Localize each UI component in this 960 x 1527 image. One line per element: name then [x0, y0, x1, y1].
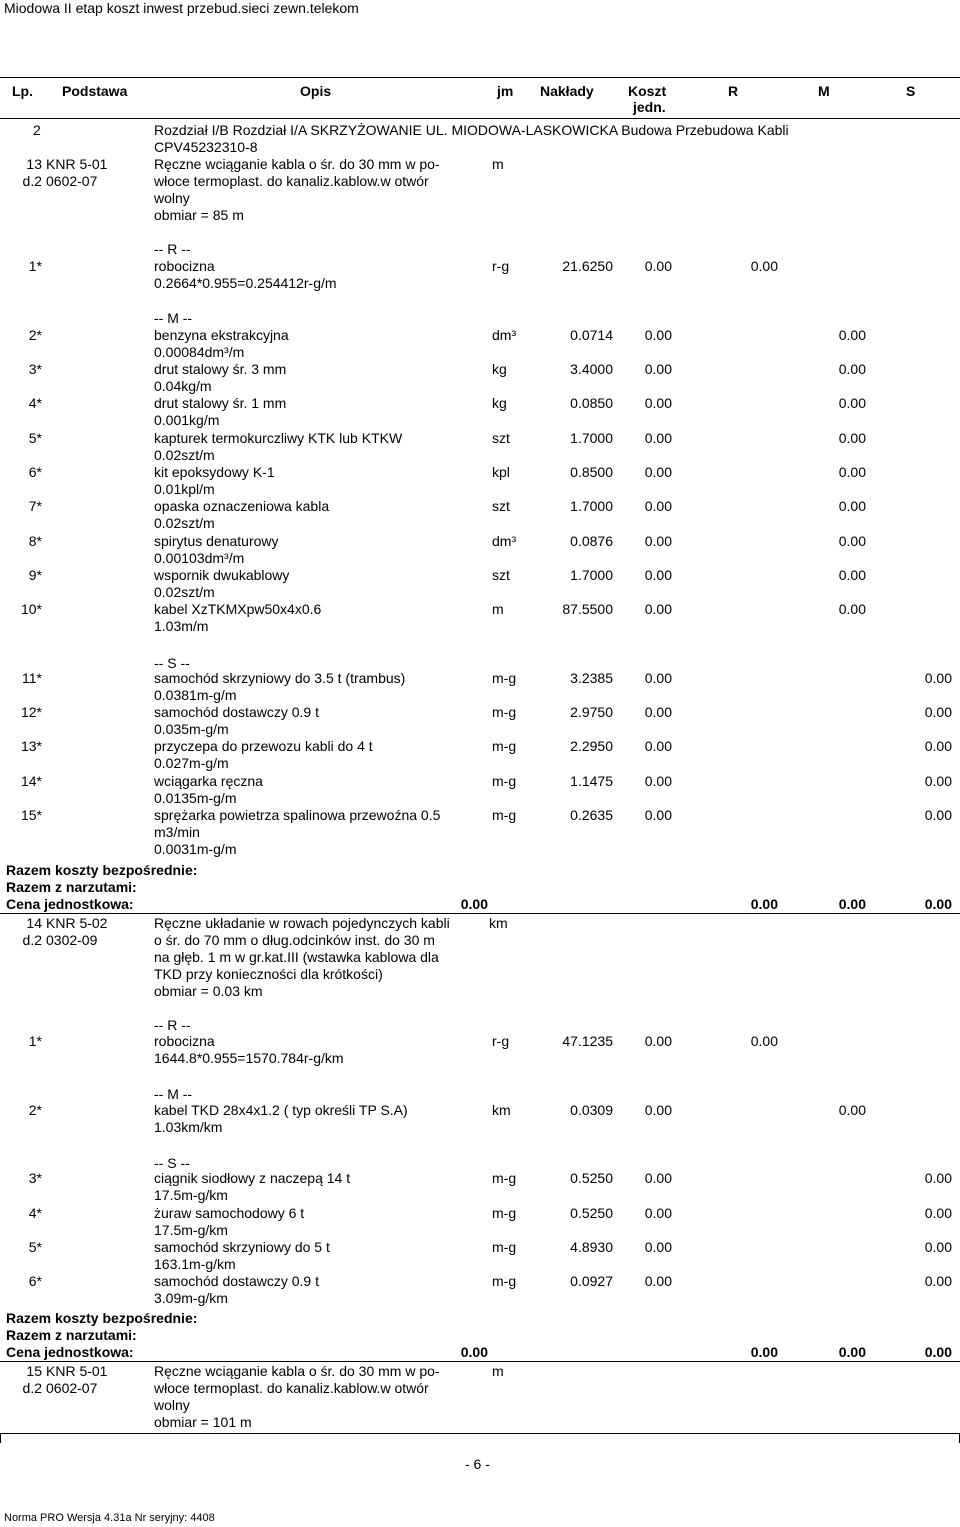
resource-name: robocizna — [154, 258, 215, 274]
resource-norm: 163.1m-g/km — [154, 1256, 236, 1272]
section-cpv: CPV45232310-8 — [154, 139, 258, 155]
resource-unit-price: 0.00 — [644, 1239, 672, 1255]
position-separator — [0, 913, 960, 914]
position-description-line: Ręczne wciąganie kabla o śr. do 30 mm w po- — [154, 1363, 440, 1379]
resource-name: kabel XzTKMXpw50x4x0.6 — [154, 601, 322, 617]
resource-value-s: 0.00 — [924, 670, 952, 686]
resource-value-s: 0.00 — [924, 1170, 952, 1186]
resource-unit: kg — [492, 395, 507, 411]
unit-price-value: 0.00 — [460, 1344, 488, 1360]
with-overheads-label: Razem z narzutami: — [6, 879, 137, 895]
position-description-line: włoce termoplast. do kanaliz.kablow.w otwór — [154, 173, 429, 189]
resource-unit: m-g — [492, 704, 517, 720]
resource-norm: 0.0381m-g/m — [154, 687, 237, 703]
resource-quantity: 0.5250 — [570, 1205, 613, 1221]
resource-name-cont: m3/min — [154, 824, 200, 840]
resource-lp: 3* — [28, 361, 42, 377]
resource-value-s: 0.00 — [924, 1205, 952, 1221]
resource-name: samochód skrzyniowy do 3.5 t (trambus) — [154, 670, 406, 686]
unit-price-s: 0.00 — [924, 1344, 952, 1360]
resource-norm: 0.0135m-g/m — [154, 790, 237, 806]
position-separator — [0, 1361, 960, 1362]
resource-name: wspornik dwukablowy — [154, 567, 290, 583]
position-suffix: d.2 — [22, 173, 42, 189]
resource-norm: 0.00103dm³/m — [154, 550, 245, 566]
resource-value-r: 0.00 — [750, 1033, 778, 1049]
resource-quantity: 2.9750 — [570, 704, 613, 720]
position-suffix: d.2 — [22, 1380, 42, 1396]
resource-unit: m-g — [492, 738, 517, 754]
unit-price-m: 0.00 — [838, 1344, 866, 1360]
position-unit: km — [489, 915, 508, 931]
position-basis-code: 0602-07 — [46, 173, 98, 189]
resource-name: samochód dostawczy 0.9 t — [154, 704, 319, 720]
position-description-line: Ręczne wciąganie kabla o śr. do 30 mm w po- — [154, 156, 440, 172]
resource-value-m: 0.00 — [838, 395, 866, 411]
resource-quantity: 0.0927 — [570, 1273, 613, 1289]
resource-unit: m-g — [492, 670, 517, 686]
page-bottom-tick-left — [0, 1433, 1, 1443]
position-basis: KNR 5-01 — [46, 1363, 108, 1379]
group-label-materials: -- M -- — [154, 310, 193, 326]
resource-quantity: 2.2950 — [570, 738, 613, 754]
position-basis-code: 0602-07 — [46, 1380, 98, 1396]
header-naklady: Nakłady — [540, 83, 594, 99]
resource-norm: 0.00084dm³/m — [154, 344, 245, 360]
resource-lp: 3* — [28, 1170, 42, 1186]
resource-name: ciągnik siodłowy z naczepą 14 t — [154, 1170, 351, 1186]
resource-name: drut stalowy śr. 1 mm — [154, 395, 287, 411]
resource-value-s: 0.00 — [924, 704, 952, 720]
resource-quantity: 1.7000 — [570, 430, 613, 446]
resource-name: sprężarka powietrza spalinowa przewoźna 0.5 — [154, 807, 441, 823]
position-quantity: obmiar = 101 m — [154, 1414, 252, 1430]
resource-value-m: 0.00 — [838, 361, 866, 377]
resource-name: robocizna — [154, 1033, 215, 1049]
header-koszt: Koszt — [628, 83, 667, 99]
resource-name: kabel TKD 28x4x1.2 ( typ określi TP S.A) — [154, 1102, 408, 1118]
resource-unit-price: 0.00 — [644, 1205, 672, 1221]
resource-norm: 0.02szt/m — [154, 584, 215, 600]
direct-costs-label: Razem koszty bezpośrednie: — [6, 1310, 198, 1326]
direct-costs-label: Razem koszty bezpośrednie: — [6, 862, 198, 878]
resource-lp: 14* — [20, 773, 42, 789]
resource-unit-price: 0.00 — [644, 1273, 672, 1289]
resource-lp: 7* — [28, 498, 42, 514]
resource-unit: m-g — [492, 1170, 517, 1186]
resource-quantity: 0.0309 — [570, 1102, 613, 1118]
resource-unit-price: 0.00 — [644, 601, 672, 617]
resource-value-m: 0.00 — [838, 430, 866, 446]
group-label-labour: -- R -- — [154, 241, 191, 257]
resource-value-s: 0.00 — [924, 807, 952, 823]
header-m: M — [818, 83, 830, 99]
software-footer: Norma PRO Wersja 4.31a Nr seryjny: 4408 — [4, 1512, 215, 1524]
header-bottom-rule — [0, 118, 960, 119]
resource-value-m: 0.00 — [838, 327, 866, 343]
resource-name: kapturek termokurczliwy KTK lub KTKW — [154, 430, 403, 446]
unit-price-s: 0.00 — [924, 896, 952, 912]
resource-unit-price: 0.00 — [644, 361, 672, 377]
position-description-line: włoce termoplast. do kanaliz.kablow.w otwór — [154, 1380, 429, 1396]
resource-name: samochód skrzyniowy do 5 t — [154, 1239, 330, 1255]
resource-lp: 6* — [28, 1273, 42, 1289]
resource-value-m: 0.00 — [838, 464, 866, 480]
position-basis-code: 0302-09 — [46, 932, 98, 948]
group-label-materials: -- M -- — [154, 1086, 193, 1102]
resource-value-s: 0.00 — [924, 773, 952, 789]
resource-norm: 1.03km/km — [154, 1119, 223, 1135]
with-overheads-label: Razem z narzutami: — [6, 1327, 137, 1343]
resource-unit: m-g — [492, 1273, 517, 1289]
resource-name: drut stalowy śr. 3 mm — [154, 361, 287, 377]
resource-unit-price: 0.00 — [644, 258, 672, 274]
resource-lp: 4* — [28, 395, 42, 411]
resource-unit: kpl — [492, 464, 510, 480]
resource-unit: r-g — [492, 1033, 510, 1049]
resource-norm: 0.001kg/m — [154, 412, 220, 428]
position-unit: m — [492, 156, 504, 172]
resource-unit-price: 0.00 — [644, 327, 672, 343]
position-unit: m — [492, 1363, 504, 1379]
resource-quantity: 3.2385 — [570, 670, 613, 686]
resource-quantity: 87.5500 — [562, 601, 613, 617]
resource-unit: m — [492, 601, 504, 617]
resource-quantity: 4.8930 — [570, 1239, 613, 1255]
position-description-line: TKD przy konieczności dla krótkości) — [154, 966, 383, 982]
resource-value-m: 0.00 — [838, 601, 866, 617]
resource-quantity: 0.8500 — [570, 464, 613, 480]
resource-value-m: 0.00 — [838, 498, 866, 514]
position-description-line: o śr. do 70 mm o dług.odcinków inst. do 30 m — [154, 932, 435, 948]
resource-value-s: 0.00 — [924, 738, 952, 754]
resource-quantity: 0.0876 — [570, 533, 613, 549]
resource-unit-price: 0.00 — [644, 567, 672, 583]
header-lp: Lp. — [12, 83, 33, 99]
resource-norm: 0.0031m-g/m — [154, 841, 237, 857]
position-suffix: d.2 — [22, 932, 42, 948]
resource-unit: r-g — [492, 258, 510, 274]
resource-name: żuraw samochodowy 6 t — [154, 1205, 305, 1221]
resource-value-m: 0.00 — [838, 533, 866, 549]
resource-value-m: 0.00 — [838, 1102, 866, 1118]
resource-quantity: 0.2635 — [570, 807, 613, 823]
resource-norm: 1.03m/m — [154, 618, 209, 634]
unit-price-label: Cena jednostkowa: — [6, 896, 134, 912]
resource-value-s: 0.00 — [924, 1239, 952, 1255]
resource-unit-price: 0.00 — [644, 670, 672, 686]
resource-lp: 1* — [28, 1033, 42, 1049]
header-jm: jm — [497, 83, 514, 99]
resource-unit-price: 0.00 — [644, 1033, 672, 1049]
resource-lp: 12* — [20, 704, 42, 720]
document-title: Miodowa II etap koszt inwest przebud.sieci zewn.telekom — [4, 0, 359, 16]
resource-lp: 2* — [28, 1102, 42, 1118]
resource-unit: m-g — [492, 1205, 517, 1221]
resource-lp: 13* — [20, 738, 42, 754]
header-jedn: jedn. — [633, 99, 666, 115]
resource-norm: 17.5m-g/km — [154, 1187, 228, 1203]
resource-norm: 0.02szt/m — [154, 447, 215, 463]
resource-unit-price: 0.00 — [644, 464, 672, 480]
resource-unit: szt — [492, 498, 510, 514]
unit-price-label: Cena jednostkowa: — [6, 1344, 134, 1360]
header-r: R — [728, 83, 739, 99]
position-description-line: wolny — [154, 190, 190, 206]
resource-norm: 0.2664*0.955=0.254412r-g/m — [154, 275, 337, 291]
resource-lp: 8* — [28, 533, 42, 549]
header-podstawa: Podstawa — [62, 83, 128, 99]
resource-unit-price: 0.00 — [644, 430, 672, 446]
resource-name: spirytus denaturowy — [154, 533, 279, 549]
header-top-rule — [0, 77, 960, 78]
group-label-labour: -- R -- — [154, 1017, 191, 1033]
resource-unit: km — [492, 1102, 511, 1118]
position-basis: KNR 5-02 — [46, 915, 108, 931]
resource-lp: 1* — [28, 258, 42, 274]
position-number: 14 — [26, 915, 42, 931]
unit-price-value: 0.00 — [460, 896, 488, 912]
position-description-line: na głęb. 1 m w gr.kat.III (wstawka kablowa dla — [154, 949, 439, 965]
resource-norm: 0.035m-g/m — [154, 721, 229, 737]
resource-unit-price: 0.00 — [644, 773, 672, 789]
resource-unit: kg — [492, 361, 507, 377]
resource-value-m: 0.00 — [838, 567, 866, 583]
resource-quantity: 1.7000 — [570, 567, 613, 583]
resource-lp: 6* — [28, 464, 42, 480]
resource-unit: dm³ — [492, 327, 517, 343]
resource-quantity: 47.1235 — [562, 1033, 613, 1049]
section-number: 2 — [33, 122, 41, 138]
group-label-equipment: -- S -- — [154, 1155, 190, 1171]
resource-name: kit epoksydowy K-1 — [154, 464, 275, 480]
resource-name: samochód dostawczy 0.9 t — [154, 1273, 319, 1289]
resource-lp: 5* — [28, 430, 42, 446]
resource-norm: 1644.8*0.955=1570.784r-g/km — [154, 1050, 344, 1066]
position-description-line: wolny — [154, 1397, 190, 1413]
resource-unit-price: 0.00 — [644, 738, 672, 754]
position-basis: KNR 5-01 — [46, 156, 108, 172]
resource-unit: dm³ — [492, 533, 517, 549]
resource-lp: 9* — [28, 567, 42, 583]
unit-price-r: 0.00 — [750, 896, 778, 912]
resource-lp: 15* — [20, 807, 42, 823]
resource-lp: 4* — [28, 1205, 42, 1221]
section-title: Rozdział I/B Rozdział I/A SKRZYŻOWANIE UL. MIODOWA-LASKOWICKA Budowa Przebudowa Kabli — [154, 122, 789, 138]
resource-unit: m-g — [492, 807, 517, 823]
page-number: - 6 - — [465, 1456, 490, 1472]
position-quantity: obmiar = 85 m — [154, 207, 244, 223]
resource-unit-price: 0.00 — [644, 498, 672, 514]
resource-unit: szt — [492, 567, 510, 583]
unit-price-m: 0.00 — [838, 896, 866, 912]
resource-unit-price: 0.00 — [644, 1170, 672, 1186]
resource-name: benzyna ekstrakcyjna — [154, 327, 289, 343]
resource-quantity: 1.7000 — [570, 498, 613, 514]
resource-norm: 0.01kpl/m — [154, 481, 215, 497]
group-label-equipment: -- S -- — [154, 655, 190, 671]
resource-unit: m-g — [492, 773, 517, 789]
resource-norm: 3.09m-g/km — [154, 1290, 228, 1306]
position-quantity: obmiar = 0.03 km — [154, 983, 263, 999]
resource-quantity: 21.6250 — [562, 258, 613, 274]
resource-norm: 17.5m-g/km — [154, 1222, 228, 1238]
resource-lp: 10* — [20, 601, 42, 617]
resource-lp: 11* — [22, 670, 42, 686]
resource-unit-price: 0.00 — [644, 395, 672, 411]
unit-price-r: 0.00 — [750, 1344, 778, 1360]
resource-unit: m-g — [492, 1239, 517, 1255]
resource-unit: szt — [492, 430, 510, 446]
page-bottom-rule — [0, 1433, 960, 1434]
position-number: 13 — [26, 156, 42, 172]
resource-name: opaska oznaczeniowa kabla — [154, 498, 330, 514]
resource-norm: 0.04kg/m — [154, 378, 212, 394]
resource-name: wciągarka ręczna — [154, 773, 263, 789]
header-s: S — [906, 83, 916, 99]
resource-quantity: 0.0714 — [570, 327, 613, 343]
resource-unit-price: 0.00 — [644, 533, 672, 549]
resource-quantity: 0.0850 — [570, 395, 613, 411]
resource-name: przyczepa do przewozu kabli do 4 t — [154, 738, 373, 754]
resource-quantity: 1.1475 — [570, 773, 613, 789]
resource-lp: 5* — [28, 1239, 42, 1255]
resource-unit-price: 0.00 — [644, 1102, 672, 1118]
resource-unit-price: 0.00 — [644, 704, 672, 720]
resource-quantity: 0.5250 — [570, 1170, 613, 1186]
header-opis: Opis — [300, 83, 332, 99]
resource-norm: 0.02szt/m — [154, 515, 215, 531]
resource-lp: 2* — [28, 327, 42, 343]
position-number: 15 — [26, 1363, 42, 1379]
resource-norm: 0.027m-g/m — [154, 755, 229, 771]
resource-quantity: 3.4000 — [570, 361, 613, 377]
resource-value-r: 0.00 — [750, 258, 778, 274]
resource-value-s: 0.00 — [924, 1273, 952, 1289]
resource-unit-price: 0.00 — [644, 807, 672, 823]
position-description-line: Ręczne układanie w rowach pojedynczych kabli — [154, 915, 450, 931]
